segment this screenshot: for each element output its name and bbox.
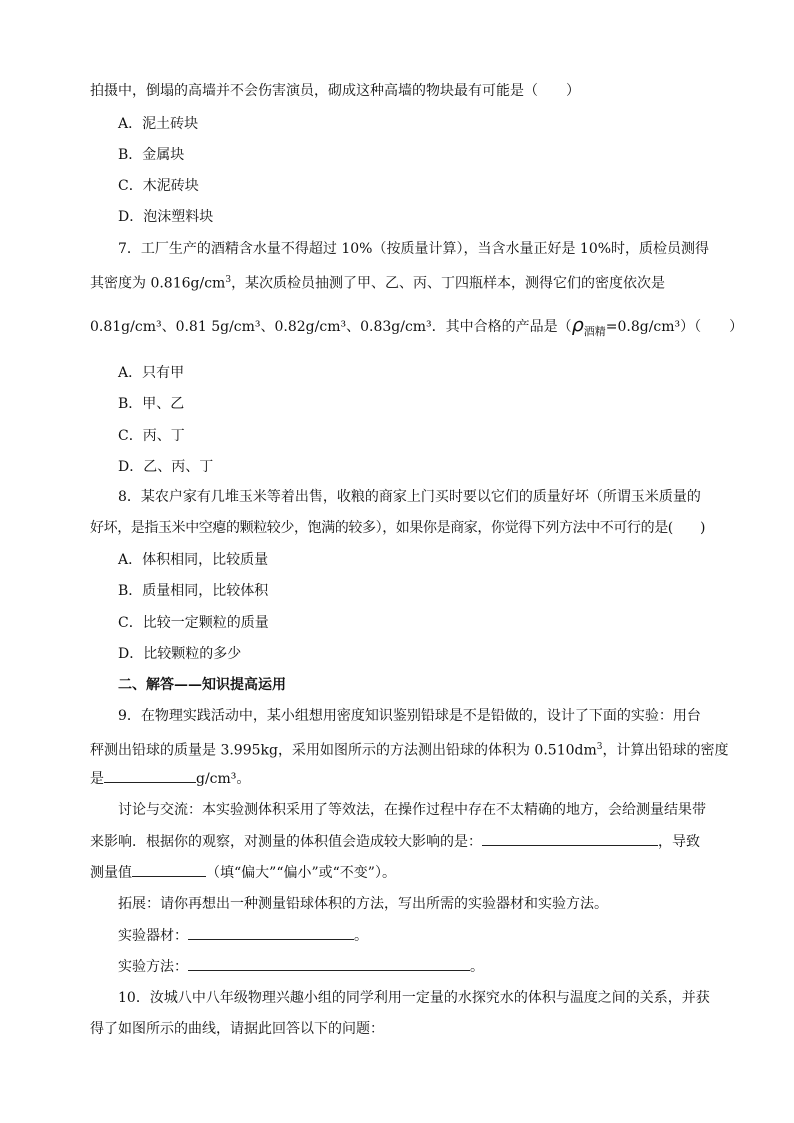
method-label: 实验方法： [118, 959, 188, 975]
q8-option-b: B．质量相同，比较体积 [118, 583, 269, 599]
q6-option-b: B．金属块 [118, 147, 185, 163]
period: 。 [470, 959, 484, 975]
q7-text: ，某次质检员抽测了甲、乙、丙、丁四瓶样本，测得它们的密度依次是 [231, 275, 666, 292]
q9-text: （填“偏大”“偏小”或“不变”）。 [206, 865, 396, 881]
q9-discussion-line-1: 讨论与交流：本实验测体积采用了等效法，在操作过程中存在不太精确的地方，会给测量结果带 [118, 802, 706, 818]
rho-symbol: ρ [571, 314, 584, 336]
q9-answer-line [90, 768, 720, 789]
q9-text: 是 [90, 771, 104, 787]
q9-text: 来影响．根据你的观察，对测量的体积值会造成较大影响的是： [90, 834, 482, 850]
q6-stem-line: 拍摄中，倒塌的高墙并不会伤害演员，砌成这种高墙的物块最有可能是（ ） [90, 83, 580, 99]
q8-option-d: D．比较颗粒的多少 [118, 646, 242, 662]
q6-option-d: D．泡沫塑料块 [118, 209, 214, 225]
q7-option-c: C．丙、丁 [118, 428, 185, 444]
q6-option-a: A．泥土砖块 [118, 116, 199, 132]
measurement-answer-blank[interactable] [132, 862, 206, 877]
period: 。 [354, 928, 368, 944]
q10-stem-line-2: 得了如图所示的曲线，请据此回答以下的问题： [90, 1021, 384, 1037]
q6-option-c: C．木泥砖块 [118, 178, 199, 194]
q7-option-b: B．甲、乙 [118, 396, 185, 412]
q8-stem-line-2: 好坏，是指玉米中空瘪的颗粒较少，饱满的较多），如果你是商家，你觉得下列方法中不可行的是( ) [90, 520, 706, 536]
q9-stem-line-1: 9．在物理实践活动中，某小组想用密度知识鉴别铅球是不是铅做的，设计了下面的实验：用台 [118, 708, 701, 724]
q10-stem-line-1: 10．汝城八中八年级物理兴趣小组的同学利用一定量的水探究水的体积与温度之间的关系，并获 [118, 990, 710, 1006]
equipment-label: 实验器材： [118, 928, 188, 944]
q9-text: 秤测出铅球的质量是 3.995kg，采用如图所示的方法测出铅球的体积为 0.510dm [90, 742, 597, 759]
q8-stem-line-1: 8．某农户家有几堆玉米等着出售，收粮的商家上门买时要以它们的质量好坏（所谓玉米质量的 [118, 489, 701, 505]
superscript: 3 [596, 742, 603, 752]
q7-stem-line-1: 7．工厂生产的酒精含水量不得超过 10%（按质量计算），当含水量正好是 10%时，质检员测得 [118, 241, 710, 257]
q7-alcohol-density: =0.8g/cm³）（ ） [605, 319, 744, 335]
q9-equipment-line [118, 925, 748, 946]
q7-densities: 0.81g/cm³、0.81 5g/cm³、0.82g/cm³、0.83g/cm³．其中合格的产品是（ [90, 319, 572, 335]
q7-stem-line-3 [90, 312, 744, 340]
q7-option-d: D．乙、丙、丁 [118, 459, 214, 475]
section-heading: 二、解答——知识提高运用 [118, 677, 286, 693]
q7-stem-line-2 [90, 270, 720, 294]
equipment-answer-blank[interactable] [188, 925, 354, 940]
density-answer-blank[interactable] [104, 768, 196, 783]
q9-method-line [118, 956, 748, 977]
q9-extension-line: 拓展：请你再想出一种测量铅球体积的方法，写出所需的实验器材和实验方法。 [118, 896, 608, 912]
q8-option-c: C．比较一定颗粒的质量 [118, 615, 269, 631]
q9-discussion-line-3 [90, 862, 720, 883]
q9-text: ，导致 [658, 834, 700, 850]
superscript: 3 [225, 275, 232, 285]
q9-text: 测量值 [90, 865, 132, 881]
influence-answer-blank[interactable] [482, 831, 658, 846]
q7-text: 其密度为 0.816g/cm [90, 275, 226, 292]
q9-stem-line-2 [90, 737, 729, 761]
alcohol-subscript: 酒精 [583, 324, 606, 338]
q9-discussion-line-2 [90, 831, 720, 852]
q9-text: ，计算出铅球的密度 [602, 742, 729, 759]
q9-unit: g/cm³。 [196, 771, 251, 787]
q7-option-a: A．只有甲 [118, 365, 185, 381]
q8-option-a: A．体积相同，比较质量 [118, 552, 269, 568]
method-answer-blank[interactable] [188, 956, 470, 971]
